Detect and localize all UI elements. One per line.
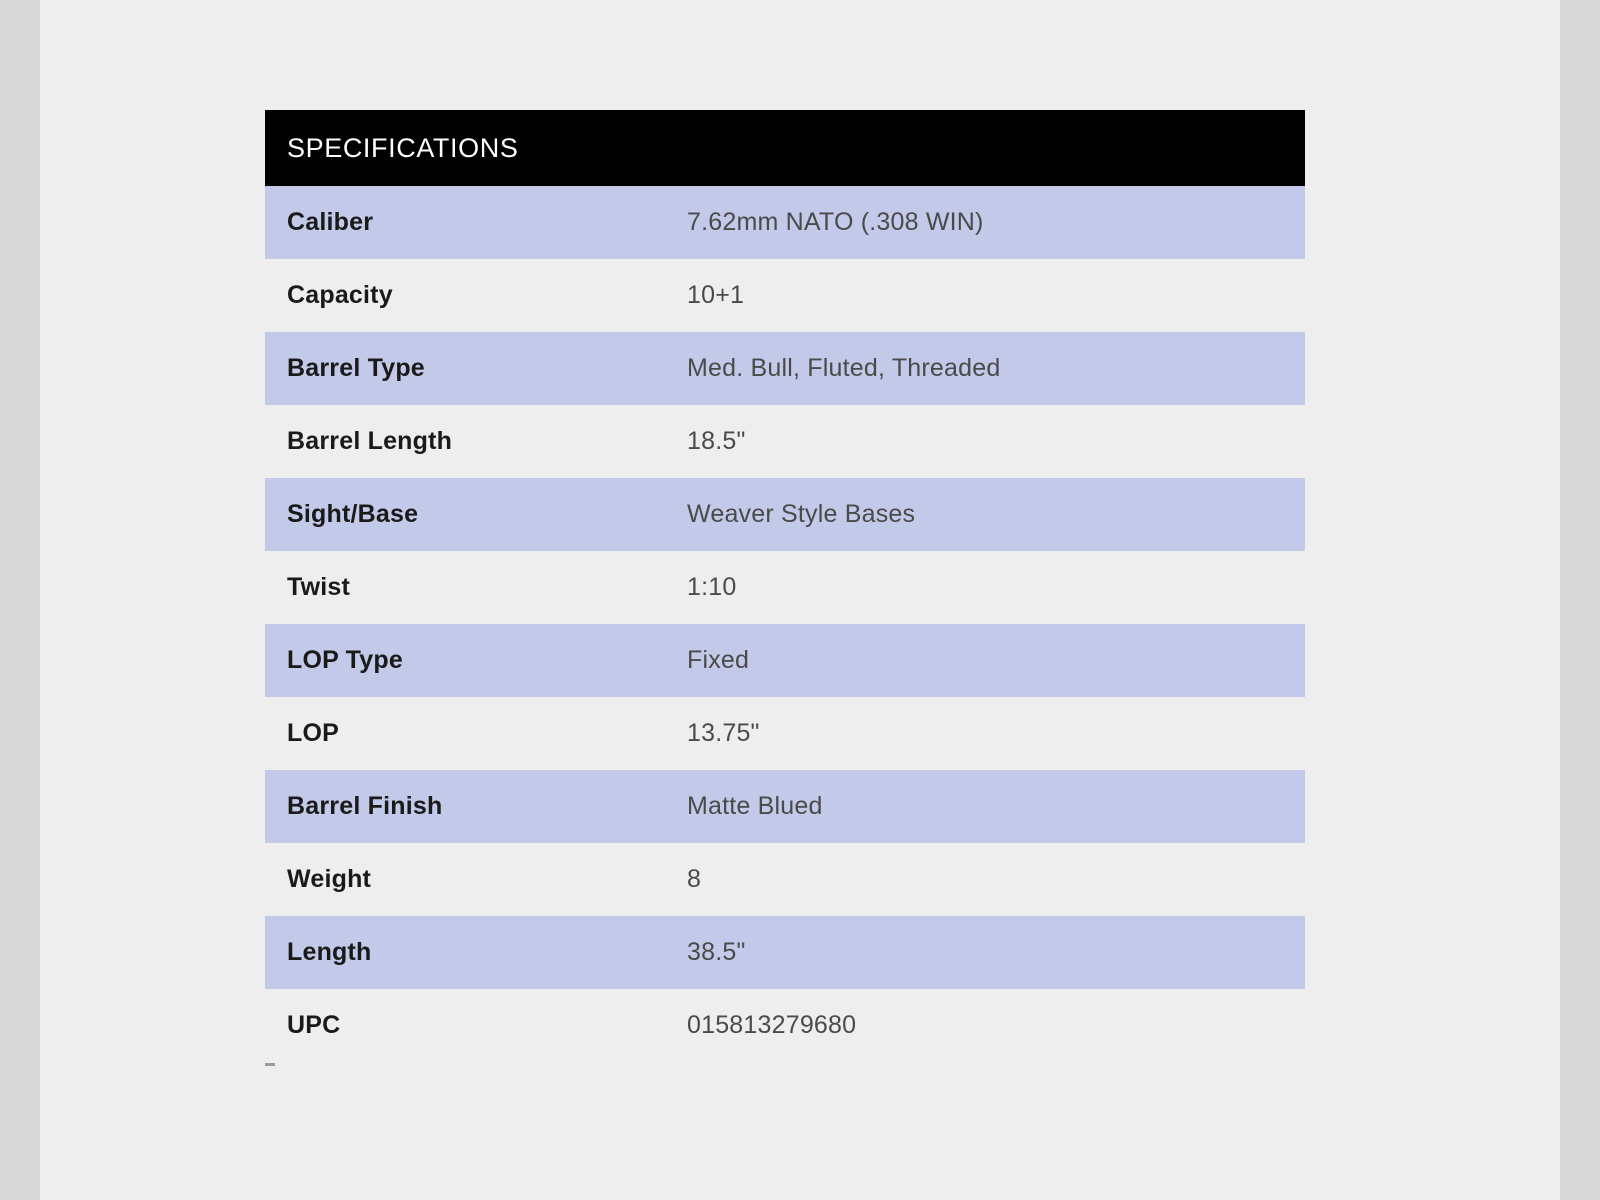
table-row — [265, 186, 1305, 259]
spec-value: Weaver Style Bases — [687, 500, 916, 528]
spec-label: Barrel Length — [287, 427, 453, 455]
spec-label: Weight — [287, 865, 372, 893]
spec-label: Sight/Base — [287, 500, 419, 528]
specifications-title: SPECIFICATIONS — [287, 132, 519, 163]
spec-value: 1:10 — [687, 573, 737, 601]
table-row — [265, 332, 1305, 405]
spec-label: UPC — [287, 1011, 341, 1039]
specifications-table-header — [265, 110, 1305, 186]
spec-value: Matte Blued — [687, 792, 823, 820]
spec-label: Twist — [287, 573, 351, 601]
table-row — [265, 916, 1305, 989]
spec-value: 10+1 — [687, 281, 745, 309]
document-page — [40, 0, 1560, 1200]
table-row — [265, 405, 1305, 478]
spec-label: Barrel Type — [287, 354, 425, 382]
table-row — [265, 697, 1305, 770]
spec-label: Caliber — [287, 208, 374, 236]
table-row — [265, 770, 1305, 843]
spec-value: Fixed — [687, 646, 750, 674]
table-row — [265, 259, 1305, 332]
page-tick-mark — [265, 1063, 275, 1066]
spec-value: 7.62mm NATO (.308 WIN) — [687, 208, 984, 236]
spec-value: Med. Bull, Fluted, Threaded — [687, 354, 1001, 382]
spec-label: Barrel Finish — [287, 792, 443, 820]
spec-label: Capacity — [287, 281, 393, 309]
spec-label: LOP Type — [287, 646, 403, 674]
table-row — [265, 843, 1305, 916]
table-row — [265, 551, 1305, 624]
spec-value: 13.75" — [687, 719, 760, 747]
spec-label: LOP — [287, 719, 339, 747]
spec-value: 38.5" — [687, 938, 746, 966]
table-row — [265, 989, 1305, 1062]
specifications-table — [265, 110, 1305, 1062]
spec-label: Length — [287, 938, 372, 966]
spec-value: 8 — [687, 865, 702, 893]
table-row — [265, 624, 1305, 697]
spec-value: 18.5" — [687, 427, 746, 455]
table-row — [265, 478, 1305, 551]
spec-value: 015813279680 — [687, 1011, 857, 1039]
